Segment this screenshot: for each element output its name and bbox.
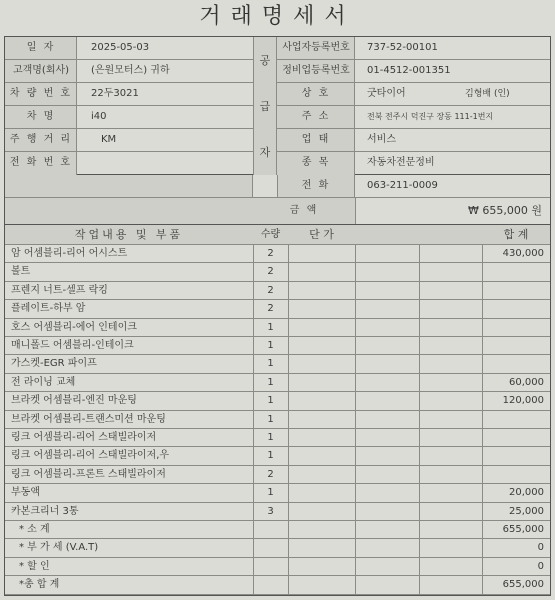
info-row-3 <box>5 83 550 106</box>
mileage-label: 주 행 거 리 <box>9 134 73 145</box>
row-qty: 1 <box>267 395 274 407</box>
repair-no-value: 01-4512-001351 <box>367 65 451 76</box>
type-label: 업 태 <box>301 134 331 145</box>
repair-no-label: 정비업등록번호 <box>282 65 350 76</box>
tel-value: 063-211-0009 <box>367 180 438 191</box>
phone-label: 전 화 번 호 <box>9 157 73 168</box>
row-total <box>482 300 550 317</box>
address-value: 전북 전주시 덕진구 장동 111-1번지 <box>367 112 494 121</box>
row-desc: 프렌지 너트-셀프 락킹 <box>11 284 108 296</box>
row-qty: 2 <box>267 468 274 480</box>
tel-row <box>5 175 550 198</box>
supplier-side-char-1: 공 <box>259 54 271 67</box>
biz-no-value: 737-52-00101 <box>367 42 438 53</box>
invoice-frame <box>4 36 551 596</box>
row-total: 25,000 <box>509 505 544 517</box>
name-label: 상 호 <box>301 88 331 99</box>
row-total: 120,000 <box>502 395 544 407</box>
table-row <box>5 411 550 429</box>
row-desc: 가스켓-EGR 파이프 <box>11 358 97 370</box>
item-value: 자동차전문정비 <box>367 157 435 168</box>
phone-value <box>85 152 245 175</box>
row-qty: 1 <box>267 487 274 499</box>
row-qty: 1 <box>267 450 274 462</box>
summary-value: 655,000 <box>502 524 544 535</box>
owner-value: 김형배 (인) <box>465 89 510 99</box>
table-row <box>5 300 550 318</box>
summary-value: 655,000 <box>502 579 544 591</box>
row-desc: 전 라이닝 교체 <box>11 376 76 388</box>
mileage-value: KM <box>101 134 117 145</box>
row-total <box>482 337 550 354</box>
row-qty: 2 <box>267 303 274 315</box>
row-total <box>482 355 550 372</box>
row-qty: 2 <box>267 248 274 259</box>
summary-row <box>5 539 550 557</box>
info-row-1 <box>5 37 550 60</box>
row-qty: 1 <box>267 413 274 425</box>
amount-label: 금 액 <box>289 205 319 216</box>
amount-value: ₩ 655,000 원 <box>355 198 548 224</box>
amount-row <box>5 198 550 225</box>
table-row <box>5 319 550 337</box>
row-desc: 링크 어셈블리-리어 스태빌라이저 <box>11 432 157 443</box>
customer-label: 고객명(회사) <box>12 65 70 76</box>
info-block <box>5 37 550 175</box>
header-desc: 작업내용 및 부품 <box>74 228 184 241</box>
date-label: 일 자 <box>26 42 56 53</box>
row-qty: 1 <box>267 340 274 351</box>
type-value: 서비스 <box>367 134 396 145</box>
row-desc: 볼트 <box>11 266 31 278</box>
row-desc: 암 어셈블리-리어 어시스트 <box>11 248 128 259</box>
biz-no-label: 사업자등록번호 <box>282 42 350 53</box>
table-row <box>5 429 550 447</box>
table-row <box>5 245 550 263</box>
table-header <box>5 225 550 245</box>
item-label: 종 목 <box>301 157 331 168</box>
summary-label: * 소 계 <box>19 524 50 535</box>
row-total <box>482 447 550 464</box>
table-row <box>5 355 550 373</box>
table-row <box>5 447 550 465</box>
document-title: 거래명세서 <box>199 4 356 29</box>
summary-row <box>5 576 550 594</box>
supplier-side-label <box>253 37 277 175</box>
row-total <box>482 466 550 483</box>
tel-label: 전 화 <box>301 180 331 191</box>
items-table <box>5 225 550 595</box>
table-row <box>5 466 550 484</box>
info-row-4 <box>5 106 550 129</box>
date-value: 2025-05-03 <box>91 42 150 53</box>
header-total: 합 계 <box>503 228 529 241</box>
row-qty: 1 <box>267 358 274 370</box>
supplier-side-char-2: 급 <box>259 100 271 113</box>
summary-value: 0 <box>537 560 544 572</box>
row-total <box>482 319 550 336</box>
name-value: 굿타이어 <box>367 88 406 99</box>
row-qty: 2 <box>267 266 274 278</box>
row-total <box>482 282 550 299</box>
row-desc: 부동액 <box>11 487 40 499</box>
info-row-2 <box>5 60 550 83</box>
summary-row <box>5 558 550 576</box>
row-desc: 호스 어셈블리-에어 인테이크 <box>11 321 137 333</box>
row-qty: 3 <box>267 505 274 517</box>
supplier-side-char-3: 자 <box>259 146 271 159</box>
car-name-value: i40 <box>91 111 107 122</box>
customer-value: (은원모터스) 귀하 <box>91 65 170 76</box>
row-desc: 카본크리너 3통 <box>11 505 79 517</box>
row-desc: 매니폴드 어셈블리-인테이크 <box>11 340 134 351</box>
row-total: 20,000 <box>509 487 544 499</box>
address-label: 주 소 <box>301 111 331 122</box>
info-row-6 <box>5 152 550 175</box>
car-no-value: 22두3021 <box>91 88 139 99</box>
table-row <box>5 374 550 392</box>
table-row <box>5 503 550 521</box>
summary-label: * 할 인 <box>19 560 50 572</box>
row-total: 430,000 <box>502 248 544 259</box>
table-row <box>5 282 550 300</box>
header-price: 단 가 <box>309 228 334 241</box>
header-qty: 수량 <box>260 229 281 240</box>
row-total <box>482 263 550 280</box>
summary-label: * 부 가 세 (V.A.T) <box>19 542 99 554</box>
row-desc: 브라켓 어셈블리-엔진 마운팅 <box>11 395 137 407</box>
row-desc: 링크 어셈블리-리어 스태빌라이저,우 <box>11 450 170 462</box>
table-row <box>5 337 550 355</box>
table-row <box>5 392 550 410</box>
summary-value: 0 <box>537 542 544 554</box>
summary-label: *총 합 계 <box>19 579 60 591</box>
summary-row <box>5 521 550 539</box>
row-qty: 2 <box>267 284 274 296</box>
row-total <box>482 411 550 428</box>
row-desc: 링크 어셈블리-프론트 스태빌라이저 <box>11 468 166 480</box>
row-qty: 1 <box>267 432 274 443</box>
row-desc: 브라켓 어셈블리-트랜스미션 마운팅 <box>11 413 166 425</box>
row-qty: 1 <box>267 376 274 388</box>
info-row-5 <box>5 129 550 152</box>
row-total: 60,000 <box>509 376 544 388</box>
table-row <box>5 484 550 502</box>
row-total <box>482 429 550 446</box>
car-no-label: 차 량 번 호 <box>9 88 73 99</box>
row-desc: 플레이트-하부 암 <box>11 303 86 315</box>
car-name-label: 차 명 <box>26 111 56 122</box>
table-row <box>5 263 550 281</box>
row-qty: 1 <box>267 321 274 333</box>
